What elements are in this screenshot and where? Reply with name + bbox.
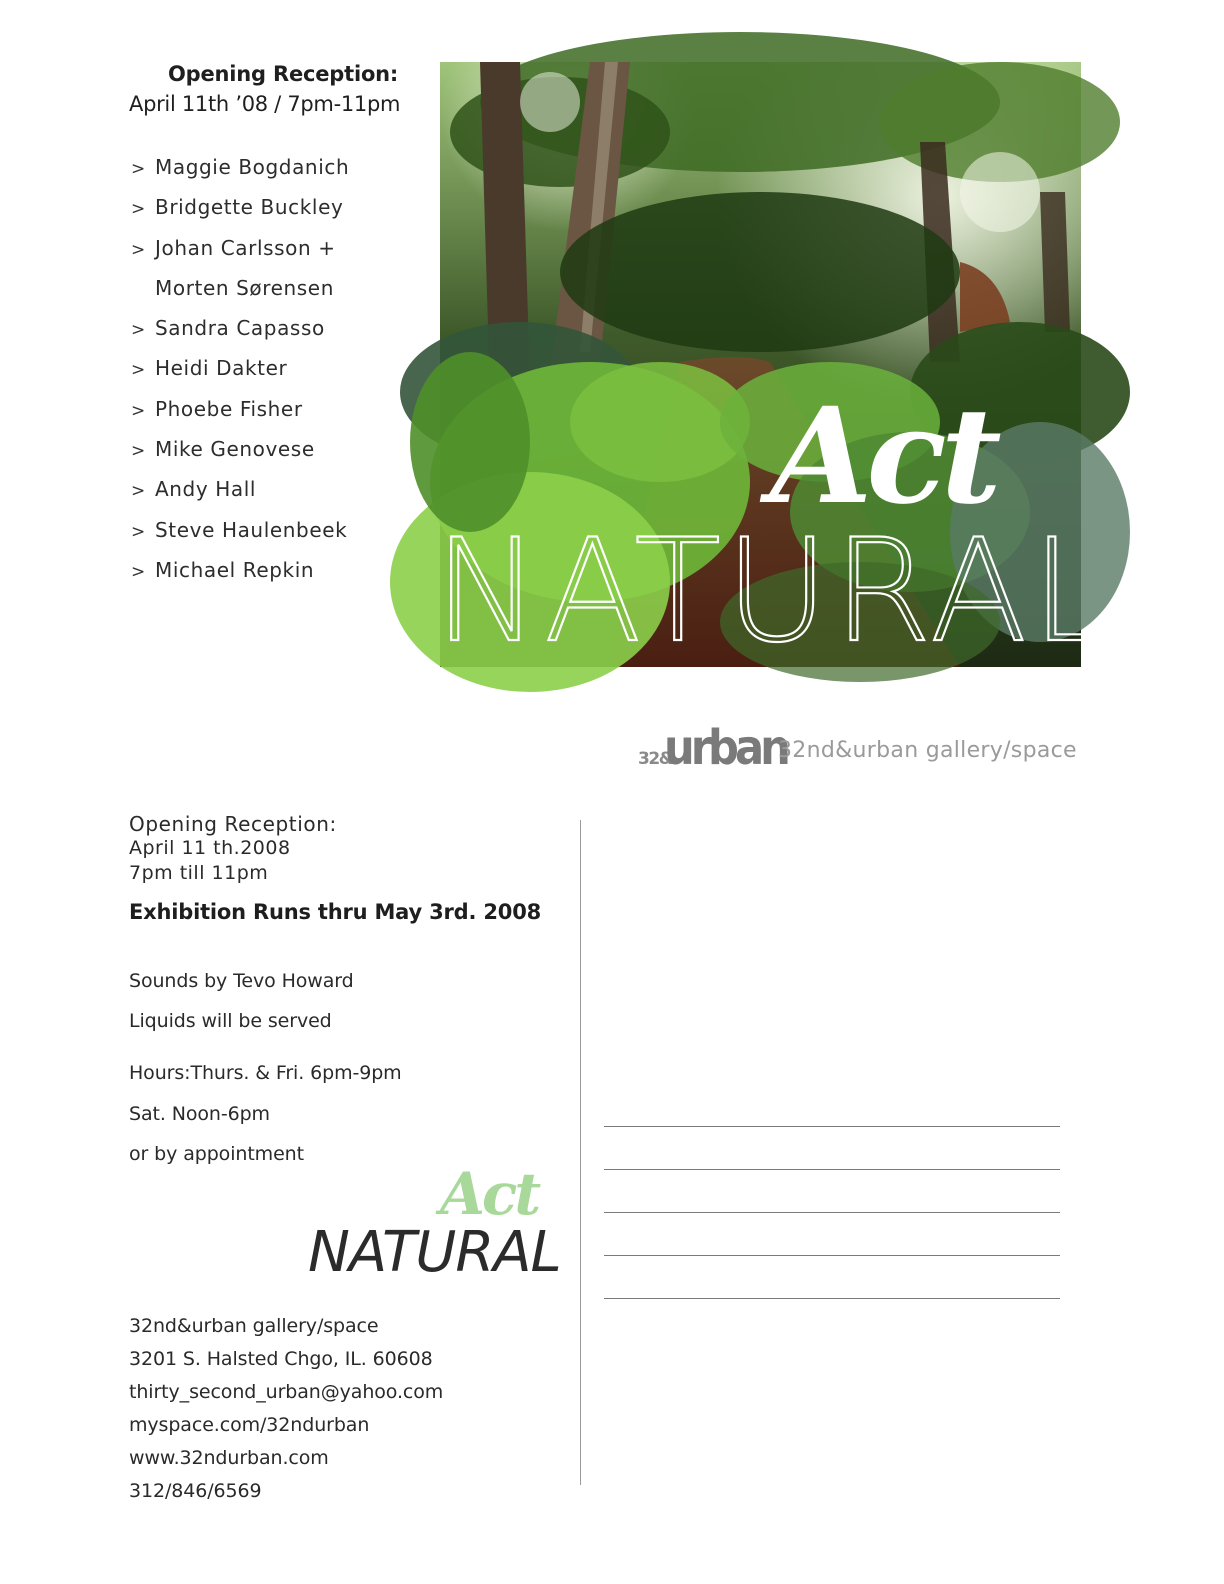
artist-item (131, 392, 349, 432)
hours-line: Hours:Thurs. & Fri. 6pm-9pm (129, 1062, 402, 1084)
hero-script-word: Act (770, 379, 996, 534)
hero-forest-image (434, 62, 1115, 674)
sounds-line: Sounds by Tevo Howard (129, 970, 354, 992)
contact-gallery: 32nd&urban gallery/space (129, 1315, 379, 1337)
address-line (604, 1169, 1060, 1170)
chevron-right-icon: > (131, 239, 146, 260)
chevron-right-icon: > (131, 561, 146, 582)
details-date: April 11 th.2008 (129, 837, 291, 859)
svg-text:urban: urban (664, 720, 787, 776)
reception-title: Opening Reception: (168, 62, 399, 86)
artist-name: Heidi Dakter (155, 356, 288, 381)
chevron-right-icon: > (131, 441, 146, 462)
artist-item (131, 231, 349, 271)
saturday-line: Sat. Noon-6pm (129, 1103, 270, 1125)
details-title: Opening Reception: (129, 812, 337, 836)
artist-item (131, 513, 349, 553)
chevron-right-icon: > (131, 320, 146, 341)
chevron-right-icon: > (131, 199, 146, 220)
artist-name: Bridgette Buckley (155, 195, 344, 220)
details-time: 7pm till 11pm (129, 862, 269, 884)
artist-item (131, 351, 349, 391)
artist-item (131, 311, 349, 351)
svg-text:32&: 32& (638, 749, 672, 769)
artist-list (131, 150, 349, 587)
artist-name: Michael Repkin (155, 557, 315, 582)
artist-item (131, 432, 349, 472)
liquids-line: Liquids will be served (129, 1010, 332, 1032)
hero-caps-word: NATURAL (434, 509, 1115, 674)
address-line (604, 1298, 1060, 1299)
artist-name: Johan Carlsson + (155, 235, 336, 260)
artist-name: Andy Hall (155, 477, 257, 502)
artist-name: Maggie Bogdanich (155, 155, 350, 179)
chevron-right-icon: > (131, 400, 146, 421)
artist-item (131, 553, 349, 587)
address-line (604, 1212, 1060, 1213)
chevron-right-icon: > (131, 159, 146, 179)
mini-logo-caps: NATURAL (308, 1220, 561, 1285)
postcard-divider (580, 820, 581, 1485)
artist-item (131, 190, 349, 230)
address-line (604, 1255, 1060, 1256)
artist-name: Phoebe Fisher (155, 396, 303, 421)
contact-myspace[interactable]: myspace.com/32ndurban (129, 1414, 370, 1436)
artist-item (131, 472, 349, 512)
artist-name: Sandra Capasso (155, 316, 325, 341)
mini-logo-script: Act (440, 1160, 539, 1228)
artist-item (131, 271, 349, 311)
contact-phone: 312/846/6569 (129, 1480, 262, 1502)
gallery-logo (638, 720, 787, 776)
contact-address: 3201 S. Halsted Chgo, IL. 60608 (129, 1348, 433, 1370)
artist-name: Mike Genovese (155, 437, 315, 462)
address-line (604, 1126, 1060, 1127)
artist-name: Morten Sørensen (155, 275, 334, 300)
contact-email[interactable]: thirty_second_urban@yahoo.com (129, 1381, 444, 1403)
artist-name: Steve Haulenbeek (155, 517, 348, 542)
artist-item (131, 150, 349, 190)
appointment-line: or by appointment (129, 1143, 304, 1165)
contact-website[interactable]: www.32ndurban.com (129, 1447, 329, 1469)
chevron-right-icon: > (131, 521, 146, 542)
chevron-right-icon: > (131, 481, 146, 502)
gallery-caption: 32nd&urban gallery/space (778, 738, 1077, 763)
reception-date: April 11th ’08 / 7pm-11pm (129, 92, 401, 116)
exhibition-runs: Exhibition Runs thru May 3rd. 2008 (129, 900, 542, 924)
chevron-right-icon: > (131, 360, 146, 381)
